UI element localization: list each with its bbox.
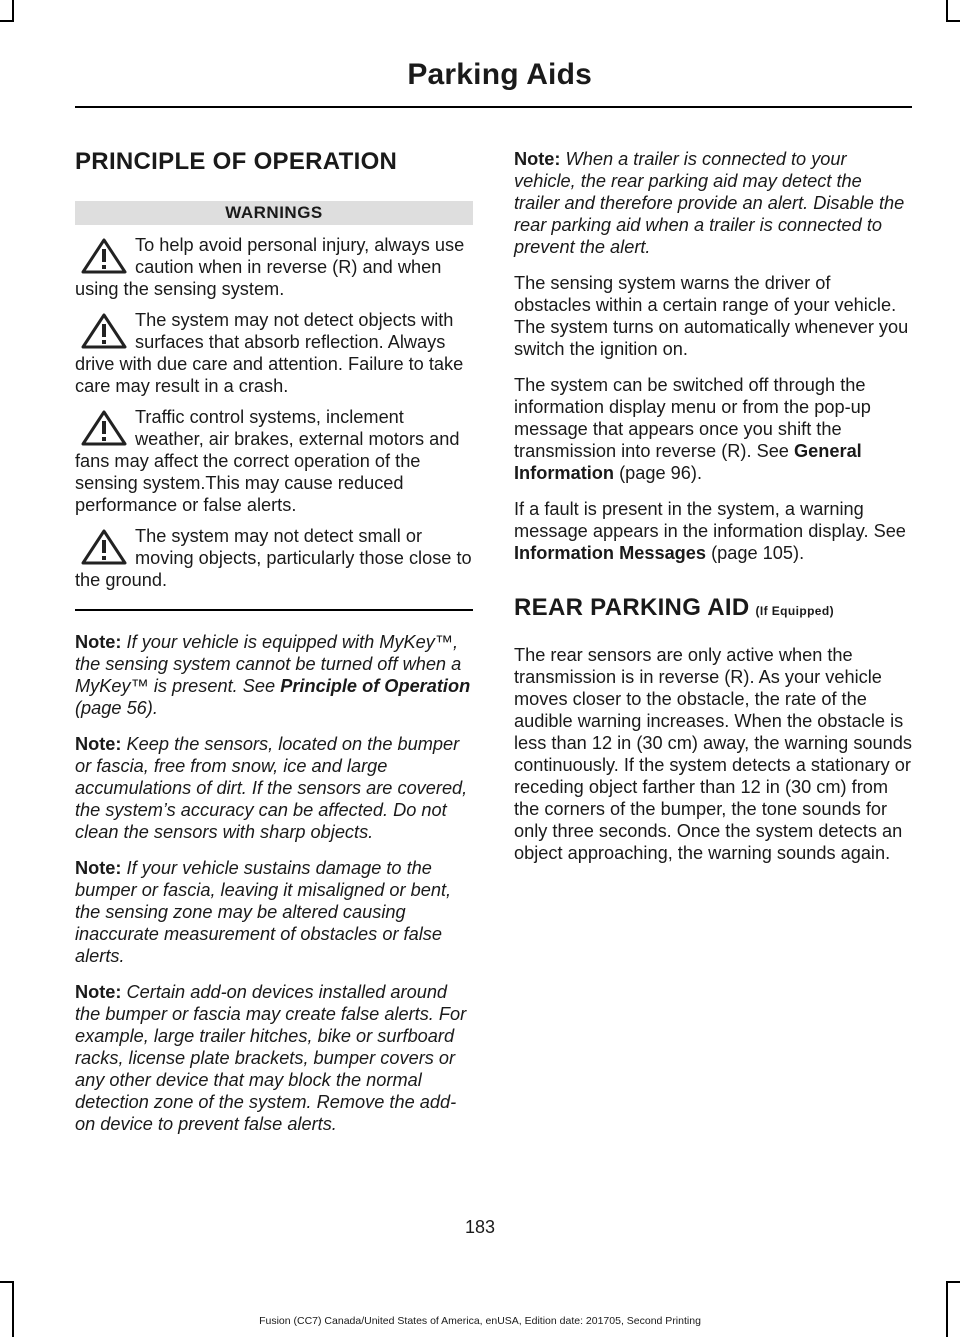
warning-item xyxy=(75,406,473,516)
warning-text: Traffic control systems, inclement weather, air brakes, external motors and fans may affect the correct operation of the sensing system.This may cause reduced performance or false alerts. xyxy=(75,407,460,515)
warning-item xyxy=(75,234,473,300)
crop-mark xyxy=(946,20,960,22)
body-paragraph: The rear sensors are only active when the transmission is in reverse (R). As your vehicle moves closer to the obstacle, the rate of the audible warning increases. When the obstacle is less than 12 in (30 cm) away, the warning sounds continuously. If the system detects a stationary or receding object farther than 12 in (30 cm) from the corners of the bumper, the tone sounds for only three seconds. Once the system detects an object approaching, the warning sounds again. xyxy=(514,645,912,863)
crop-mark xyxy=(0,1281,14,1283)
cross-reference-link[interactable]: Principle of Operation xyxy=(280,676,471,696)
page-reference: (page 56). xyxy=(75,698,158,718)
warnings-divider xyxy=(75,609,473,611)
note-paragraph xyxy=(75,981,473,1135)
note-label: Note: xyxy=(514,149,561,169)
crop-mark xyxy=(12,1281,14,1337)
body-paragraph xyxy=(514,498,912,564)
page-number: 183 xyxy=(464,1217,496,1237)
warning-item xyxy=(75,309,473,397)
right-column xyxy=(514,148,912,864)
note-text: When a trailer is connected to your vehicle, the rear parking aid may detect the trailer and therefore provide an alert. Disable the rear parking aid when a trailer is connected to prevent the alert. xyxy=(514,149,905,257)
section-heading: PRINCIPLE OF OPERATION xyxy=(75,148,398,175)
note-text: If your vehicle sustains damage to the bumper or fascia, leaving it misaligned or bent, the sensing zone may be altered causing inaccurate measurement of obstacles or false alerts. xyxy=(75,858,452,966)
note-paragraph xyxy=(75,733,473,843)
edition-footer: Fusion (CC7) Canada/United States of America, enUSA, Edition date: 201705, Second Printing xyxy=(259,1315,701,1327)
warning-text: The system may not detect objects with surfaces that absorb reflection. Always drive with due care and attention. Failure to take care may result in a crash. xyxy=(75,310,464,396)
body-paragraph xyxy=(514,374,912,484)
warning-text: The system may not detect small or moving objects, particularly those close to the ground. xyxy=(75,526,472,590)
note-label: Note: xyxy=(75,734,122,754)
section-title: Parking Aids xyxy=(407,58,592,91)
warning-text: To help avoid personal injury, always use caution when in reverse (R) and when using the sensing system. xyxy=(75,235,465,299)
crop-mark xyxy=(946,1281,948,1337)
crop-mark xyxy=(946,1281,960,1283)
warning-item xyxy=(75,525,473,591)
page-reference: (page 96). xyxy=(619,463,703,483)
note-text: If your vehicle is equipped with MyKey™, the sensing system cannot be turned off when a MyKey™ is present. See xyxy=(75,632,462,696)
warning-triangle-icon xyxy=(79,236,129,276)
crop-mark xyxy=(946,0,948,22)
note-text: Keep the sensors, located on the bumper or fascia, free from snow, ice and large accumulations of dirt. If the sensors are covered, the system’s accuracy can be affected. Do not clean the sensors with sharp objects. xyxy=(75,734,468,842)
note-paragraph xyxy=(75,631,473,719)
cross-reference-link[interactable]: Information Messages xyxy=(514,543,707,563)
left-column xyxy=(75,140,473,1135)
note-paragraph xyxy=(514,148,912,258)
warning-triangle-icon xyxy=(79,311,129,351)
note-label: Note: xyxy=(75,982,122,1002)
warning-triangle-icon xyxy=(79,408,129,448)
note-label: Note: xyxy=(75,858,122,878)
heading-text: REAR PARKING AID xyxy=(514,594,750,621)
cross-reference-link[interactable]: General Information xyxy=(514,441,862,483)
note-paragraph xyxy=(75,857,473,967)
body-paragraph: The sensing system warns the driver of obstacles within a certain range of your vehicle. The system turns on automatically whenever you switch the ignition on. xyxy=(514,273,909,359)
warnings-title: WARNINGS xyxy=(75,201,473,225)
heading-suffix: (If Equipped) xyxy=(755,604,835,618)
header-rule xyxy=(75,106,912,108)
paragraph-text: The system can be switched off through the information display menu or from the pop-up message that appears once you shift the transmission into reverse (R). See xyxy=(514,375,871,461)
crop-mark xyxy=(12,0,14,22)
note-text: Certain add-on devices installed around the bumper or fascia may create false alerts. For example, large trailer hitches, bike or surfboard racks, license plate brackets, bumper covers or any other device that may block the normal detection zone of the system. Remove the add-on device to prevent false alerts. xyxy=(75,982,467,1134)
note-label: Note: xyxy=(75,632,122,652)
paragraph-text: If a fault is present in the system, a warning message appears in the information display. See xyxy=(514,499,906,541)
warning-triangle-icon xyxy=(79,527,129,567)
crop-mark xyxy=(0,20,14,22)
page-reference: (page 105). xyxy=(711,543,805,563)
section-heading xyxy=(514,594,912,622)
